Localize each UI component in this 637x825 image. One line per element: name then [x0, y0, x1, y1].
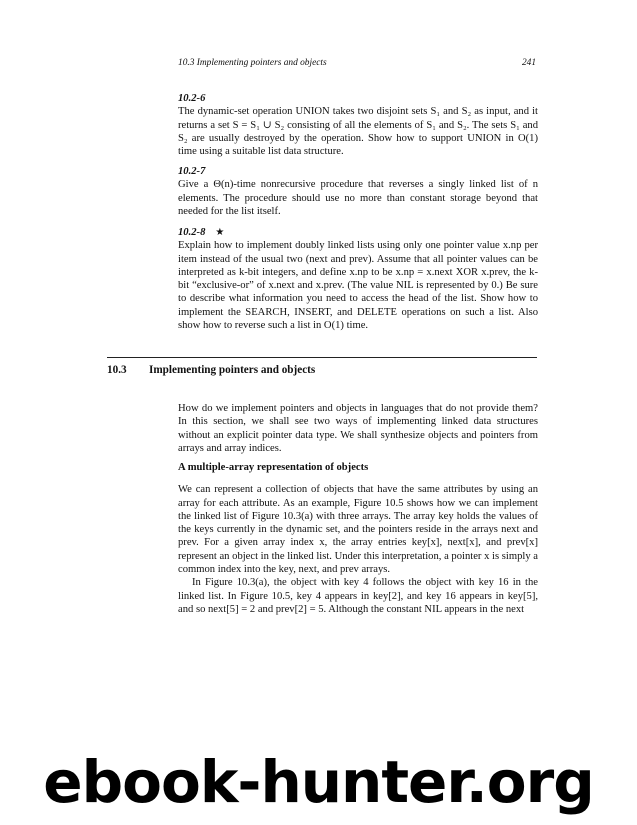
- section-rule: [107, 357, 537, 358]
- exercise-10-2-8: [178, 226, 538, 332]
- subsection-title: A multiple-array representation of objects: [178, 462, 369, 473]
- page-number: 241: [521, 58, 536, 68]
- intro-paragraph: How do we implement pointers and objects in languages that do not provide them? In this section, we shall see two ways of implementing linked data structures without an explicit pointer data type. We shall synthesize objects and pointers from arrays and array indices.: [178, 403, 538, 454]
- subsection: [178, 461, 538, 616]
- exercise-label: 10.2-6: [178, 93, 206, 104]
- star-icon: ★: [215, 227, 225, 238]
- section-number: 10.3: [107, 364, 127, 376]
- section-intro: [178, 402, 538, 455]
- running-title: 10.3 Implementing pointers and objects: [178, 58, 327, 68]
- running-header: [178, 58, 536, 68]
- section-title: Implementing pointers and objects: [149, 364, 316, 376]
- watermark: ebook-hunter.org: [43, 748, 594, 816]
- exercise-10-2-7: [178, 165, 538, 218]
- exercise-label: 10.2-8: [178, 227, 206, 238]
- exercise-10-2-6: [178, 92, 538, 158]
- exercise-label: 10.2-7: [178, 166, 206, 177]
- exercise-text: Give a Θ(n)-time nonrecursive procedure that reverses a singly linked list of n elements. The procedure should use no more than constant storage beyond that needed for the list itself.: [178, 179, 538, 217]
- body-paragraph: In Figure 10.3(a), the object with key 4 follows the object with key 16 in the linked list. In Figure 10.5, key 4 appears in key[2], and key 16 appears in key[5], and so next[5] = 2 and prev[2] = 5. Although the constant NIL appears in the next: [178, 577, 538, 615]
- body-paragraph: We can represent a collection of objects that have the same attributes by using an array for each attribute. As an example, Figure 10.5 shows how we can implement the linked list of Figure 10.3(a) with three arrays. The array key holds the values of the keys currently in the dynamic set, and the pointers reside in the arrays next and prev. For a given array index x, the array entries key[x], next[x], and prev[x] represent an object in the linked list. Under this interpretation, a pointer x is simply a common index into the key, next, and prev arrays.: [178, 484, 538, 576]
- exercise-text: The dynamic-set operation UNION takes two disjoint sets S₁ and S₂ as input, and it returns a set S = S₁ ∪ S₂ consisting of all the elements of S₁ and S₂. The sets S₁ and S₂ are usually destroyed by the operation. Show how to support UNION in O(1) time using a suitable list data structure.: [178, 106, 538, 158]
- section-heading: [107, 364, 315, 376]
- exercise-text: Explain how to implement doubly linked lists using only one pointer value x.np per item instead of the usual two (next and prev). Assume that all pointer values can be interpreted as k-bit integers, and define x.np to be x.np = x.next XOR x.prev, the k-bit “exclusive-or” of x.next and x.prev. (The value NIL is represented by 0.) Be sure to describe what information you need to access the head of the list. Show how to implement the SEARCH, INSERT, and DELETE operations on such a list. Also show how to reverse such a list in O(1) time.: [178, 240, 538, 332]
